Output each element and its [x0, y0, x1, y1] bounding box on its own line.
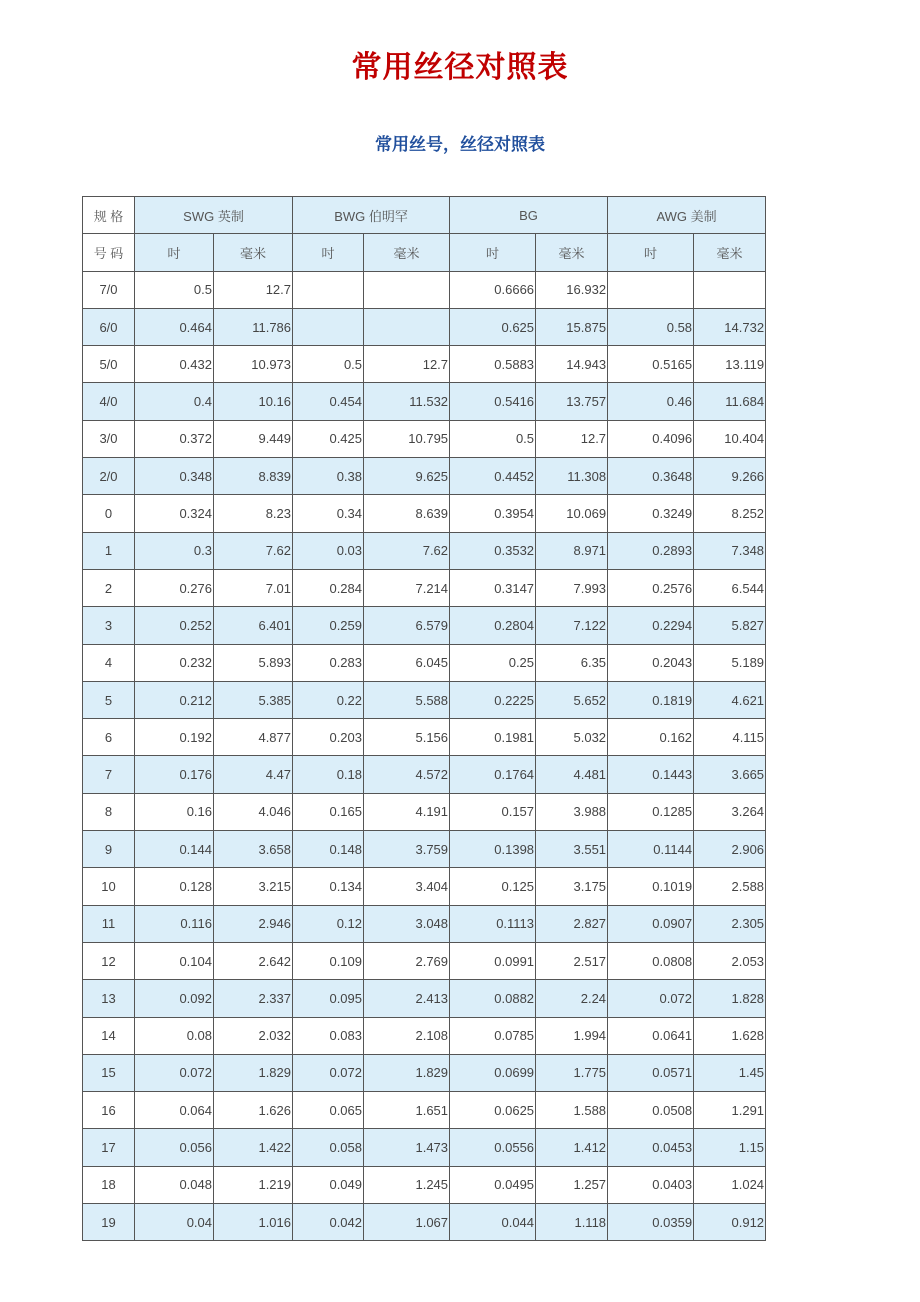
value-cell: 0.072 — [135, 1054, 214, 1091]
value-cell: 1.994 — [536, 1017, 608, 1054]
value-cell: 1.829 — [214, 1054, 293, 1091]
value-cell: 0.176 — [135, 756, 214, 793]
group-header-bwg: BWG 伯明罕 — [293, 197, 450, 234]
value-cell: 0.1019 — [608, 868, 694, 905]
table-row — [83, 1166, 766, 1203]
value-cell: 0.259 — [293, 607, 364, 644]
value-cell: 0.5883 — [450, 346, 536, 383]
gauge-number-cell: 0 — [83, 495, 135, 532]
value-cell: 0.125 — [450, 868, 536, 905]
value-cell: 4.046 — [214, 793, 293, 830]
gauge-number-cell: 17 — [83, 1129, 135, 1166]
value-cell — [364, 271, 450, 308]
unit-header: 吋 — [135, 234, 214, 271]
value-cell: 16.932 — [536, 271, 608, 308]
value-cell: 9.266 — [694, 458, 766, 495]
value-cell: 0.0907 — [608, 905, 694, 942]
unit-header: 毫米 — [364, 234, 450, 271]
value-cell: 1.067 — [364, 1204, 450, 1241]
value-cell: 0.148 — [293, 831, 364, 868]
wire-gauge-table — [82, 196, 766, 1241]
value-cell: 1.118 — [536, 1204, 608, 1241]
value-cell: 9.625 — [364, 458, 450, 495]
value-cell: 10.069 — [536, 495, 608, 532]
table-row — [83, 495, 766, 532]
value-cell: 1.473 — [364, 1129, 450, 1166]
value-cell: 0.348 — [135, 458, 214, 495]
value-cell: 0.0699 — [450, 1054, 536, 1091]
value-cell: 0.0808 — [608, 942, 694, 979]
value-cell: 0.042 — [293, 1204, 364, 1241]
value-cell: 0.08 — [135, 1017, 214, 1054]
value-cell: 0.58 — [608, 308, 694, 345]
value-cell: 1.257 — [536, 1166, 608, 1203]
value-cell: 4.877 — [214, 719, 293, 756]
value-cell: 1.291 — [694, 1092, 766, 1129]
value-cell: 3.665 — [694, 756, 766, 793]
value-cell: 2.24 — [536, 980, 608, 1017]
value-cell: 1.016 — [214, 1204, 293, 1241]
value-cell — [608, 271, 694, 308]
table-row — [83, 942, 766, 979]
document-title: 常用丝径对照表 — [351, 50, 569, 85]
value-cell: 8.252 — [694, 495, 766, 532]
value-cell: 12.7 — [214, 271, 293, 308]
value-cell: 0.192 — [135, 719, 214, 756]
value-cell: 0.464 — [135, 308, 214, 345]
value-cell: 12.7 — [536, 420, 608, 457]
gauge-number-cell: 4/0 — [83, 383, 135, 420]
value-cell: 0.116 — [135, 905, 214, 942]
value-cell: 0.134 — [293, 868, 364, 905]
table-row — [83, 607, 766, 644]
value-cell: 1.245 — [364, 1166, 450, 1203]
value-cell: 0.058 — [293, 1129, 364, 1166]
gauge-number-cell: 14 — [83, 1017, 135, 1054]
value-cell: 7.214 — [364, 569, 450, 606]
value-cell: 2.053 — [694, 942, 766, 979]
value-cell: 0.072 — [293, 1054, 364, 1091]
value-cell: 7.348 — [694, 532, 766, 569]
value-cell: 6.35 — [536, 644, 608, 681]
value-cell: 5.156 — [364, 719, 450, 756]
value-cell: 0.1443 — [608, 756, 694, 793]
value-cell: 15.875 — [536, 308, 608, 345]
value-cell: 0.432 — [135, 346, 214, 383]
value-cell: 3.658 — [214, 831, 293, 868]
table-row — [83, 383, 766, 420]
value-cell — [364, 308, 450, 345]
value-cell: 0.048 — [135, 1166, 214, 1203]
value-cell: 1.15 — [694, 1129, 766, 1166]
value-cell: 1.588 — [536, 1092, 608, 1129]
table-row — [83, 719, 766, 756]
value-cell: 0.157 — [450, 793, 536, 830]
value-cell: 0.1981 — [450, 719, 536, 756]
value-cell: 0.18 — [293, 756, 364, 793]
value-cell: 0.1113 — [450, 905, 536, 942]
group-header-bg: BG — [450, 197, 608, 234]
gauge-number-cell: 5 — [83, 681, 135, 718]
value-cell: 1.829 — [364, 1054, 450, 1091]
value-cell: 1.412 — [536, 1129, 608, 1166]
value-cell: 3.759 — [364, 831, 450, 868]
value-cell: 2.946 — [214, 905, 293, 942]
table-row — [83, 532, 766, 569]
value-cell: 0.144 — [135, 831, 214, 868]
value-cell: 0.5 — [293, 346, 364, 383]
value-cell: 3.551 — [536, 831, 608, 868]
value-cell: 0.0991 — [450, 942, 536, 979]
value-cell: 0.4096 — [608, 420, 694, 457]
gauge-number-cell: 12 — [83, 942, 135, 979]
value-cell: 0.12 — [293, 905, 364, 942]
value-cell: 2.413 — [364, 980, 450, 1017]
value-cell: 7.01 — [214, 569, 293, 606]
value-cell: 8.839 — [214, 458, 293, 495]
gauge-number-cell: 6/0 — [83, 308, 135, 345]
table-row — [83, 793, 766, 830]
value-cell: 2.108 — [364, 1017, 450, 1054]
value-cell: 3.404 — [364, 868, 450, 905]
gauge-number-cell: 13 — [83, 980, 135, 1017]
value-cell: 5.893 — [214, 644, 293, 681]
value-cell: 0.0625 — [450, 1092, 536, 1129]
value-cell: 0.16 — [135, 793, 214, 830]
value-cell: 0.0495 — [450, 1166, 536, 1203]
value-cell: 7.122 — [536, 607, 608, 644]
table-row — [83, 308, 766, 345]
value-cell: 1.024 — [694, 1166, 766, 1203]
value-cell: 6.401 — [214, 607, 293, 644]
gauge-number-cell: 3/0 — [83, 420, 135, 457]
table-body — [83, 271, 766, 1241]
value-cell: 0.34 — [293, 495, 364, 532]
table-row — [83, 1017, 766, 1054]
value-cell: 0.4452 — [450, 458, 536, 495]
value-cell: 0.0359 — [608, 1204, 694, 1241]
value-cell: 0.1144 — [608, 831, 694, 868]
table-row — [83, 420, 766, 457]
value-cell: 5.385 — [214, 681, 293, 718]
value-cell: 0.324 — [135, 495, 214, 532]
value-cell: 2.827 — [536, 905, 608, 942]
value-cell: 0.049 — [293, 1166, 364, 1203]
table-row — [83, 756, 766, 793]
value-cell: 0.3954 — [450, 495, 536, 532]
value-cell: 11.786 — [214, 308, 293, 345]
value-cell: 9.449 — [214, 420, 293, 457]
value-cell: 4.481 — [536, 756, 608, 793]
value-cell: 0.03 — [293, 532, 364, 569]
value-cell: 2.032 — [214, 1017, 293, 1054]
value-cell: 0.3249 — [608, 495, 694, 532]
value-cell: 0.212 — [135, 681, 214, 718]
value-cell: 14.943 — [536, 346, 608, 383]
value-cell: 0.425 — [293, 420, 364, 457]
value-cell: 0.0403 — [608, 1166, 694, 1203]
value-cell: 0.912 — [694, 1204, 766, 1241]
value-cell: 0.284 — [293, 569, 364, 606]
value-cell — [694, 271, 766, 308]
value-cell: 4.572 — [364, 756, 450, 793]
value-cell: 0.5416 — [450, 383, 536, 420]
value-cell: 0.0882 — [450, 980, 536, 1017]
table-subtitle: 常用丝号，丝径对照表 — [375, 135, 545, 155]
value-cell: 0.46 — [608, 383, 694, 420]
value-cell: 3.048 — [364, 905, 450, 942]
value-cell: 0.0571 — [608, 1054, 694, 1091]
gauge-number-cell: 2 — [83, 569, 135, 606]
value-cell: 0.3648 — [608, 458, 694, 495]
value-cell: 1.628 — [694, 1017, 766, 1054]
table-row — [83, 681, 766, 718]
gauge-number-cell: 6 — [83, 719, 135, 756]
value-cell: 0.064 — [135, 1092, 214, 1129]
value-cell: 0.4 — [135, 383, 214, 420]
table-row — [83, 1129, 766, 1166]
value-cell: 8.23 — [214, 495, 293, 532]
value-cell: 8.639 — [364, 495, 450, 532]
table-row — [83, 346, 766, 383]
value-cell: 0.1398 — [450, 831, 536, 868]
value-cell: 8.971 — [536, 532, 608, 569]
value-cell: 10.973 — [214, 346, 293, 383]
table-row — [83, 458, 766, 495]
value-cell: 0.092 — [135, 980, 214, 1017]
value-cell: 13.757 — [536, 383, 608, 420]
gauge-number-cell: 15 — [83, 1054, 135, 1091]
value-cell: 0.5165 — [608, 346, 694, 383]
value-cell: 1.219 — [214, 1166, 293, 1203]
value-cell: 0.6666 — [450, 271, 536, 308]
value-cell: 1.828 — [694, 980, 766, 1017]
value-cell: 0.0641 — [608, 1017, 694, 1054]
value-cell: 4.47 — [214, 756, 293, 793]
value-cell: 10.795 — [364, 420, 450, 457]
value-cell: 0.3147 — [450, 569, 536, 606]
value-cell: 6.579 — [364, 607, 450, 644]
value-cell: 3.264 — [694, 793, 766, 830]
value-cell: 13.119 — [694, 346, 766, 383]
value-cell: 11.308 — [536, 458, 608, 495]
value-cell: 0.2804 — [450, 607, 536, 644]
value-cell: 0.1764 — [450, 756, 536, 793]
value-cell: 0.162 — [608, 719, 694, 756]
value-cell: 6.045 — [364, 644, 450, 681]
value-cell: 4.191 — [364, 793, 450, 830]
value-cell: 0.065 — [293, 1092, 364, 1129]
unit-header: 吋 — [293, 234, 364, 271]
value-cell: 0.38 — [293, 458, 364, 495]
gauge-number-cell: 19 — [83, 1204, 135, 1241]
group-header-awg: AWG 美制 — [608, 197, 766, 234]
value-cell: 2.337 — [214, 980, 293, 1017]
value-cell: 0.372 — [135, 420, 214, 457]
unit-header: 吋 — [450, 234, 536, 271]
value-cell: 5.189 — [694, 644, 766, 681]
value-cell: 0.2225 — [450, 681, 536, 718]
value-cell: 7.62 — [214, 532, 293, 569]
table-row — [83, 1092, 766, 1129]
table-row — [83, 271, 766, 308]
value-cell: 0.25 — [450, 644, 536, 681]
value-cell: 0.0556 — [450, 1129, 536, 1166]
value-cell: 0.252 — [135, 607, 214, 644]
value-cell: 2.517 — [536, 942, 608, 979]
value-cell: 0.1819 — [608, 681, 694, 718]
gauge-number-cell: 1 — [83, 532, 135, 569]
unit-header: 毫米 — [214, 234, 293, 271]
group-header-swg: SWG 英制 — [135, 197, 293, 234]
value-cell: 0.276 — [135, 569, 214, 606]
value-cell: 5.652 — [536, 681, 608, 718]
value-cell: 0.165 — [293, 793, 364, 830]
value-cell: 2.588 — [694, 868, 766, 905]
value-cell: 4.621 — [694, 681, 766, 718]
value-cell: 5.032 — [536, 719, 608, 756]
value-cell: 0.04 — [135, 1204, 214, 1241]
value-cell: 10.16 — [214, 383, 293, 420]
table-row — [83, 569, 766, 606]
value-cell: 1.422 — [214, 1129, 293, 1166]
value-cell: 0.0785 — [450, 1017, 536, 1054]
gauge-number-cell: 4 — [83, 644, 135, 681]
value-cell: 0.044 — [450, 1204, 536, 1241]
value-cell: 1.775 — [536, 1054, 608, 1091]
value-cell: 3.988 — [536, 793, 608, 830]
value-cell: 0.2893 — [608, 532, 694, 569]
gauge-number-cell: 5/0 — [83, 346, 135, 383]
gauge-number-cell: 9 — [83, 831, 135, 868]
gauge-number-cell: 8 — [83, 793, 135, 830]
value-cell: 0.056 — [135, 1129, 214, 1166]
value-cell: 0.104 — [135, 942, 214, 979]
value-cell: 0.232 — [135, 644, 214, 681]
value-cell: 4.115 — [694, 719, 766, 756]
value-cell: 0.22 — [293, 681, 364, 718]
value-cell: 11.684 — [694, 383, 766, 420]
unit-header: 毫米 — [694, 234, 766, 271]
value-cell: 11.532 — [364, 383, 450, 420]
unit-header: 吋 — [608, 234, 694, 271]
value-cell: 1.626 — [214, 1092, 293, 1129]
table-row — [83, 1204, 766, 1241]
value-cell: 3.175 — [536, 868, 608, 905]
value-cell: 1.651 — [364, 1092, 450, 1129]
gauge-number-cell: 7 — [83, 756, 135, 793]
value-cell: 0.072 — [608, 980, 694, 1017]
value-cell: 0.5 — [135, 271, 214, 308]
table-row — [83, 1054, 766, 1091]
header-row-groups — [83, 197, 766, 234]
gauge-number-cell: 3 — [83, 607, 135, 644]
header-row-units — [83, 234, 766, 271]
value-cell: 5.827 — [694, 607, 766, 644]
value-cell: 14.732 — [694, 308, 766, 345]
value-cell: 7.62 — [364, 532, 450, 569]
value-cell: 0.128 — [135, 868, 214, 905]
unit-header: 毫米 — [536, 234, 608, 271]
value-cell: 0.3532 — [450, 532, 536, 569]
value-cell: 0.283 — [293, 644, 364, 681]
value-cell: 0.083 — [293, 1017, 364, 1054]
value-cell: 0.0453 — [608, 1129, 694, 1166]
value-cell: 2.305 — [694, 905, 766, 942]
gauge-number-cell: 2/0 — [83, 458, 135, 495]
value-cell: 3.215 — [214, 868, 293, 905]
value-cell: 2.906 — [694, 831, 766, 868]
table-row — [83, 980, 766, 1017]
value-cell: 0.0508 — [608, 1092, 694, 1129]
gauge-number-cell: 16 — [83, 1092, 135, 1129]
corner-header-top: 规 格 — [83, 197, 135, 234]
table-row — [83, 831, 766, 868]
value-cell: 0.203 — [293, 719, 364, 756]
gauge-number-cell: 11 — [83, 905, 135, 942]
value-cell: 0.2294 — [608, 607, 694, 644]
value-cell: 0.109 — [293, 942, 364, 979]
gauge-number-cell: 18 — [83, 1166, 135, 1203]
value-cell: 1.45 — [694, 1054, 766, 1091]
value-cell: 5.588 — [364, 681, 450, 718]
value-cell: 12.7 — [364, 346, 450, 383]
table-row — [83, 905, 766, 942]
value-cell: 0.454 — [293, 383, 364, 420]
value-cell: 2.642 — [214, 942, 293, 979]
table-row — [83, 868, 766, 905]
value-cell: 0.2576 — [608, 569, 694, 606]
value-cell: 6.544 — [694, 569, 766, 606]
value-cell: 2.769 — [364, 942, 450, 979]
value-cell — [293, 308, 364, 345]
value-cell: 0.5 — [450, 420, 536, 457]
corner-header-bottom: 号 码 — [83, 234, 135, 271]
value-cell: 0.1285 — [608, 793, 694, 830]
value-cell: 0.095 — [293, 980, 364, 1017]
value-cell — [293, 271, 364, 308]
value-cell: 10.404 — [694, 420, 766, 457]
gauge-number-cell: 10 — [83, 868, 135, 905]
value-cell: 0.2043 — [608, 644, 694, 681]
value-cell: 0.3 — [135, 532, 214, 569]
table-row — [83, 644, 766, 681]
gauge-number-cell: 7/0 — [83, 271, 135, 308]
value-cell: 7.993 — [536, 569, 608, 606]
value-cell: 0.625 — [450, 308, 536, 345]
